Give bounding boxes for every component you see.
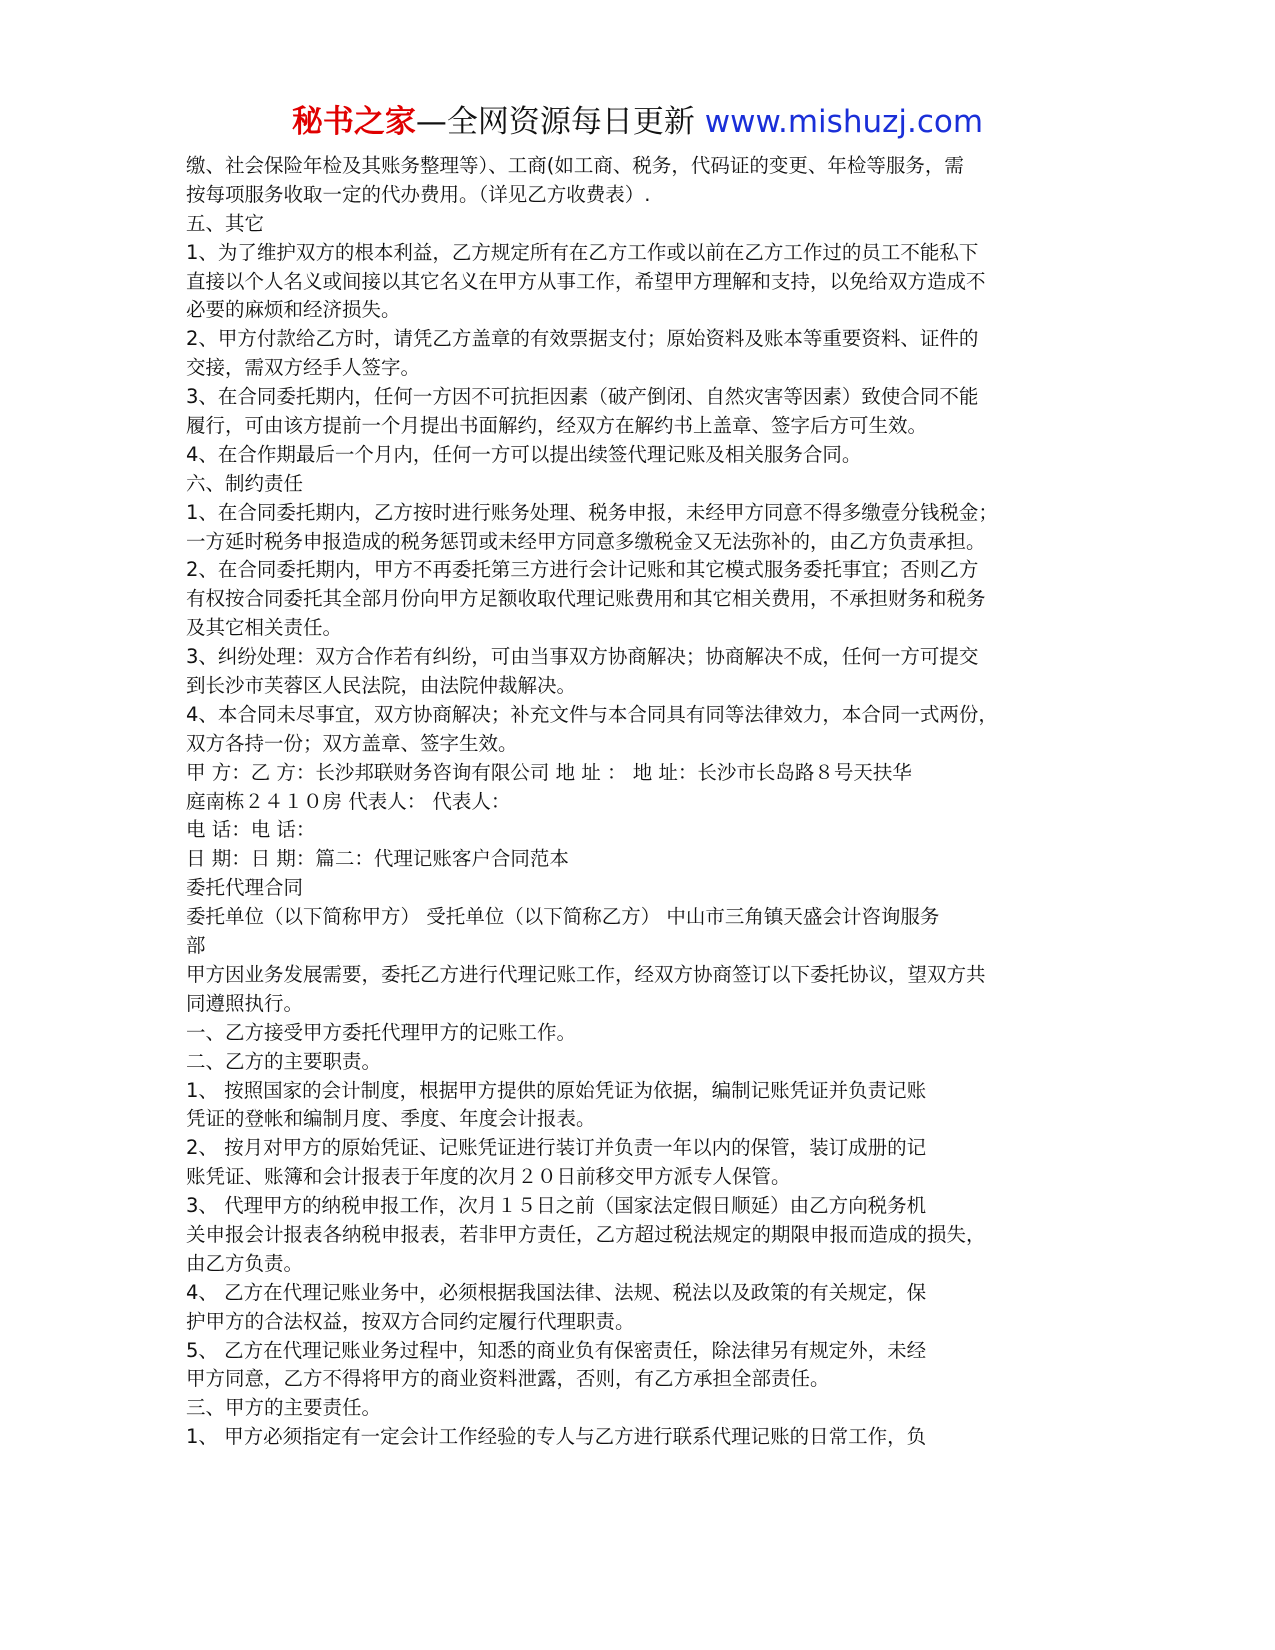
page-header <box>0 100 1275 144</box>
text-line: 1、 按照国家的会计制度，根据甲方提供的原始凭证为依据，编制记账凭证并负责记账 <box>186 1078 927 1102</box>
document-body <box>186 152 1091 1452</box>
text-line: 凭证的登帐和编制月度、季度、年度会计报表。 <box>186 1107 596 1131</box>
text-line: 2、甲方付款给乙方时，请凭乙方盖章的有效票据支付；原始资料及账本等重要资料、证件的 <box>186 327 979 351</box>
text-line: 必要的麻烦和经济损失。 <box>186 298 401 322</box>
text-line: 有权按合同委托其全部月份向甲方足额收取代理记账费用和其它相关费用，不承担财务和税务 <box>186 587 986 611</box>
text-line: 1、在合同委托期内，乙方按时进行账务处理、税务申报，未经甲方同意不得多缴壹分钱税金； <box>186 500 998 524</box>
text-line: 委托代理合同 <box>186 876 304 900</box>
header-tagline: —全网资源每日更新 <box>415 104 705 140</box>
text-line: 庭南栋２４１０房 代表人： 代表人： <box>186 789 511 813</box>
text-line: 三、甲方的主要责任。 <box>186 1396 382 1420</box>
text-line: 3、纠纷处理：双方合作若有纠纷，可由当事双方协商解决；协商解决不成，任何一方可提交 <box>186 645 979 669</box>
brand-name: 秘书之家 <box>291 104 416 140</box>
text-line: 五、其它 <box>186 211 265 235</box>
text-line: 5、 乙方在代理记账业务过程中，知悉的商业负有保密责任，除法律另有规定外，未经 <box>186 1338 927 1362</box>
text-line: 同遵照执行。 <box>186 991 304 1015</box>
text-line: 关申报会计报表各纳税申报表，若非甲方责任，乙方超过税法规定的期限申报而造成的损失， <box>186 1222 986 1246</box>
text-line: 双方各持一份；双方盖章、签字生效。 <box>186 731 518 755</box>
text-line: 交接，需双方经手人签字。 <box>186 356 421 380</box>
text-line: 按每项服务收取一定的代办费用。（详见乙方收费表）. <box>186 182 651 206</box>
text-line: 委托单位（以下简称甲方） 受托单位（以下简称乙方） 中山市三角镇天盛会计咨询服务 <box>186 905 940 929</box>
text-line: 到长沙市芙蓉区人民法院，由法院仲裁解决。 <box>186 674 577 698</box>
text-line: 由乙方负责。 <box>186 1251 304 1275</box>
text-line: 一、乙方接受甲方委托代理甲方的记账工作。 <box>186 1020 577 1044</box>
text-line: 甲方因业务发展需要，委托乙方进行代理记账工作，经双方协商签订以下委托协议，望双方共 <box>186 962 986 986</box>
text-line: 4、本合同未尽事宜，双方协商解决；补充文件与本合同具有同等法律效力，本合同一式两份， <box>186 702 998 726</box>
text-line: 甲 方：乙 方：长沙邦联财务咨询有限公司 地 址 ： 地 址：长沙市长岛路８号天扶华 <box>186 760 912 784</box>
text-line: 4、 乙方在代理记账业务中，必须根据我国法律、法规、税法以及政策的有关规定，保 <box>186 1280 927 1304</box>
text-line: 1、为了维护双方的根本利益，乙方规定所有在乙方工作或以前在乙方工作过的员工不能私下 <box>186 240 979 264</box>
text-line: 一方延时税务申报造成的税务惩罚或未经甲方同意多缴税金又无法弥补的，由乙方负责承担。 <box>186 529 986 553</box>
text-line: 直接以个人名义或间接以其它名义在甲方从事工作，希望甲方理解和支持，以免给双方造成不 <box>186 269 986 293</box>
text-line: 六、制约责任 <box>186 471 304 495</box>
text-line: 履行，可由该方提前一个月提出书面解约，经双方在解约书上盖章、签字后方可生效。 <box>186 414 928 438</box>
text-line: 二、乙方的主要职责。 <box>186 1049 382 1073</box>
site-link[interactable]: www.mishuzj.com <box>704 104 984 140</box>
text-line: 3、在合同委托期内，任何一方因不可抗拒因素（破产倒闭、自然灾害等因素）致使合同不能 <box>186 385 979 409</box>
text-line: 账凭证、账簿和会计报表于年度的次月２０日前移交甲方派专人保管。 <box>186 1165 791 1189</box>
text-line: 缴、社会保险年检及其账务整理等）、工商(如工商、税务，代码证的变更、年检等服务，需 <box>186 154 964 177</box>
text-line: 2、 按月对甲方的原始凭证、记账凭证进行装订并负责一年以内的保管，装订成册的记 <box>186 1136 927 1160</box>
text-line: 2、在合同委托期内，甲方不再委托第三方进行会计记账和其它模式服务委托事宜；否则乙方 <box>186 558 979 582</box>
text-line: 日 期：日 期：篇二：代理记账客户合同范本 <box>186 847 569 871</box>
text-line: 甲方同意，乙方不得将甲方的商业资料泄露，否则，有乙方承担全部责任。 <box>186 1367 830 1391</box>
text-line: 及其它相关责任。 <box>186 616 343 640</box>
text-line: 3、 代理甲方的纳税申报工作，次月１５日之前（国家法定假日顺延）由乙方向税务机 <box>186 1194 927 1218</box>
text-line: 部 <box>186 934 206 958</box>
text-line: 电 话：电 话： <box>186 818 316 842</box>
text-line: 护甲方的合法权益，按双方合同约定履行代理职责。 <box>186 1309 635 1333</box>
text-line: 4、在合作期最后一个月内，任何一方可以提出续签代理记账及相关服务合同。 <box>186 442 862 466</box>
text-line: 1、 甲方必须指定有一定会计工作经验的专人与乙方进行联系代理记账的日常工作，负 <box>186 1425 927 1449</box>
